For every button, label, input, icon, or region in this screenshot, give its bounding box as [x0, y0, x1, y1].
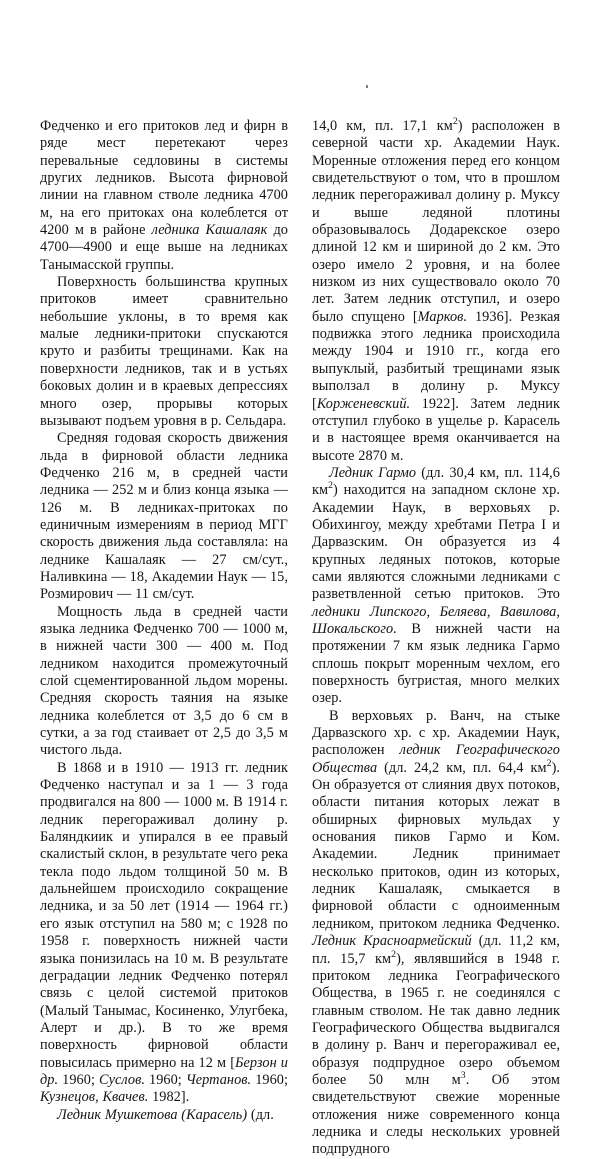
text-run: Средняя годовая скорость движения льда в фирновой области ледника Федченко 216 м, в средней части ледника — 252 м и близ конца языка — 126 м. В ледниках-притоках по единичным измерениям в период МГГ скорость движения льда составляла: на леднике Кашалаяк — 27 см/сут., Наливкина — 18, Академии Наук — 15, Розмирович — 11 см/сут.	[40, 430, 288, 603]
text-run: Поверхность большинства крупных притоков имеет сравнительно небольшие уклоны, в то время как малые ледники-притоки спускаются круто и разбиты трещинами. Как на поверхности ледников, так и в устьях боковых долин и в краевых депрессиях много озер, прорывы которых вызывают подъем уровня в р. Сельдара.	[40, 274, 288, 429]
text-run: 1982].	[148, 1089, 190, 1106]
left-text-column	[40, 118, 288, 1124]
paragraph	[40, 430, 288, 603]
two-column-text-body	[40, 118, 560, 1159]
text-run: 1960;	[251, 1071, 289, 1088]
italic-run: Ледник Мушкетова (Карасель)	[57, 1106, 248, 1123]
text-run: 1936]. Резкая подвижка этого ледника происходила между 1904 и 1910 гг., когда его выпуклый, разбитый трещинами язык выползал в долину р. Муксу [	[312, 308, 560, 412]
superscript-run: 2	[391, 948, 397, 960]
italic-run: ледника Кашалаяк	[151, 222, 268, 239]
text-run: (дл. 30,4 км, пл. 114,6 км	[312, 464, 560, 499]
text-run: (дл. 11,2 км, пл. 15,7 км	[312, 933, 560, 967]
text-run: . Об этом свидетельствуют свежие моренные отложения ниже современного конца ледника и следы нескольких уровней подпрудного	[312, 1071, 560, 1158]
paragraph	[40, 1107, 288, 1124]
text-run: В верховьях р. Ванч, на стыке Дарвазского хр. с хр. Академии Наук, расположен	[312, 707, 560, 759]
text-run: В нижней части на протяжении 7 км язык ледника Гармо сплошь покрыт моренным чехлом, его поверхность бугристая, много мелких озер.	[312, 620, 560, 707]
italic-run: ледники Липского, Беляева, Вавилова, Шокальского.	[312, 603, 560, 637]
paragraph	[40, 760, 288, 1107]
superscript-run: 2	[328, 480, 334, 492]
italic-run: Суслов.	[99, 1071, 145, 1088]
text-run: 14,0 км, пл. 17,1 км	[312, 118, 453, 134]
text-run: (дл.	[247, 1106, 274, 1123]
italic-run: Марков.	[417, 308, 468, 325]
italic-run: Чертанов.	[185, 1071, 252, 1088]
italic-run: Кузнецов, Квачев.	[40, 1089, 149, 1106]
text-run: до 4700—4900 и еще выше на ледниках Танымасской группы.	[40, 222, 288, 273]
text-run: В 1868 и в 1910 — 1913 гг. ледник Федченко наступал и за 1 — 3 года продвигался на 800 — 1000 м. В 1914 г. ледник перегораживал долину р. Баляндкиик и упирался в ее правый скалистый склон, в результате чего река текла подо льдом толщиной 50 м. В дальнейшем происходило сокращение ледника, и за 50 лет (1914 — 1964 гг.) его язык отступил на 580 м; с 1928 по 1958 г. поверхность нижней части языка понизилась на 10 м. В результате деградации ледник Федченко потерял связь с целой системой притоков (Малый Танымас, Косиненко, Улугбека, Алерт и др.). В то же время поверхность фирновой области повысилась примерно на 12 м [	[40, 759, 288, 1071]
superscript-run: 3	[460, 1070, 466, 1082]
text-run: ), являвшийся в 1948 г. притоком ледника Географического Общества, в 1965 г. не соединялся с главным стволом. Не так давно ледник Географического Общества выдвигался в долину р. Ванч и перегораживал ее, образуя подпрудное озеро объемом более 50 млн м	[312, 950, 560, 1088]
superscript-run: 2	[452, 116, 458, 128]
paragraph	[312, 118, 560, 465]
right-text-column	[312, 118, 560, 1159]
text-run: (дл. 24,2 км, пл. 64,4 км	[377, 759, 547, 776]
italic-run: Берзон и др.	[40, 1054, 289, 1088]
paragraph	[312, 465, 560, 708]
text-run: ) находится на западном склоне хр. Академии Наук, в верховьях р. Обихингоу, между хребтами Петра I и Дарвазским. Он образуется из 4 крупных ледяных потоков, которые сами являются сложными ледниками с разветвленной сетью притоков. Это	[312, 482, 560, 603]
paragraph	[40, 604, 288, 760]
text-run: 1960;	[144, 1071, 186, 1088]
text-run: Федченко и его притоков лед и фирн в ряде мест перетекают через перевальные седловины в системы других ледников. Высота фирновой линии на главном стволе ледника 4700 м, на его притоках она колеблется от 4200 м в районе	[40, 118, 288, 239]
superscript-run: 2	[546, 757, 552, 769]
italic-run: Корженевский.	[316, 395, 411, 412]
italic-run: Ледник Красноармейский	[312, 933, 472, 950]
paragraph	[40, 118, 288, 274]
text-run: ) расположен в северной части хр. Академии Наук. Моренные отложения перед его концом свидетельствуют о том, что в прошлом ледник перегораживал долину р. Муксу и выше ледяной плотины образовывалось Додарекское озеро длиной 12 км и шириной до 2 км. Это озеро имело 2 уровня, и на более низком из них существовало около 70 лет. Затем ледник отступил, и озеро было спущено [	[312, 118, 561, 325]
italic-run: ледник Географического Общества	[312, 742, 560, 776]
text-run: 1922]. Затем ледник отступил глубоко в ущелье р. Карасель и в настоящее время оканчивается на высоте 2870 м.	[312, 395, 560, 464]
italic-run: Ледник Гармо	[329, 464, 417, 481]
text-run: 1960;	[58, 1071, 100, 1088]
paragraph	[40, 274, 288, 430]
paragraph	[312, 708, 560, 1159]
text-run: Мощность льда в средней части языка ледника Федченко 700 — 1000 м, в нижней части 300 — 400 м. Под ледником находится промежуточный слой сцементированной льдом морены. Средняя скорость таяния на языке ледника колеблется от 3,5 до 6 см в сутки, а за год стаивает от 2,5 до 3,5 м чистого льда.	[40, 603, 288, 759]
text-run: ). Он образуется от слияния двух потоков, области питания которых лежат в обширных фирновых мульдах у основания пиков Гармо и Ком. Академии. Ледник принимает несколько притоков, один из которых, ледник Кашалаяк, смыкается в фирновой области с одноименным ледником, притоком ледника Федченко.	[312, 759, 560, 932]
scan-speck	[366, 85, 368, 88]
